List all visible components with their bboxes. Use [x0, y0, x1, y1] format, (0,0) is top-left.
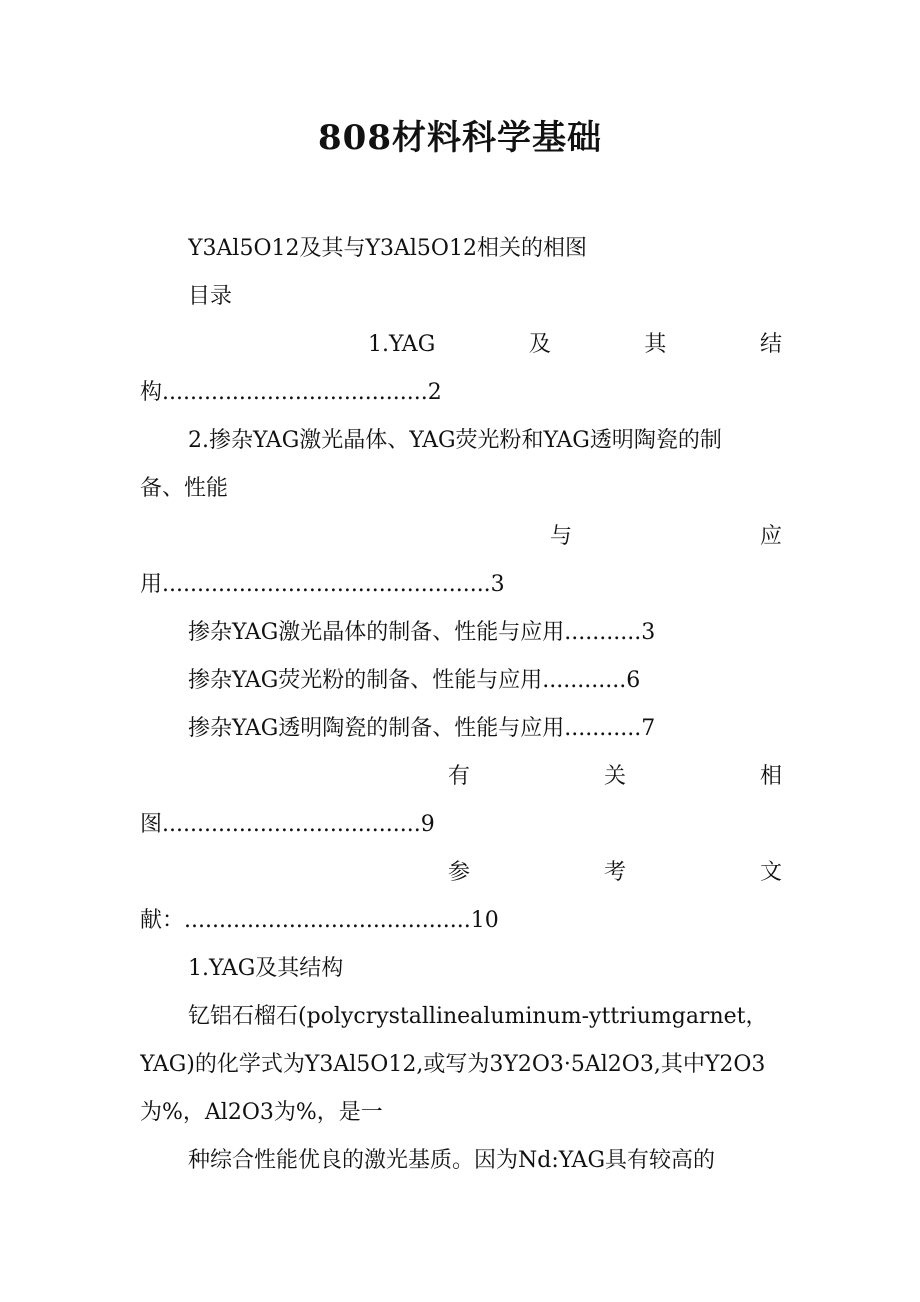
toc-word: 与: [550, 524, 573, 549]
toc-word: 及: [528, 332, 551, 357]
toc-item-2-line2: 备、性能: [140, 476, 229, 501]
toc-item-1-tail: 构......................................2: [140, 380, 442, 405]
toc-word: 考: [603, 860, 626, 885]
paragraph-1-line-1: 钇铝石榴石(polycrystallinealuminum-yttriumgarnet，: [188, 1004, 768, 1029]
toc-item-3-tail: 图.....................................9: [140, 812, 435, 837]
paragraph-1-line-3: 为%，Al2O3为%，是一: [140, 1100, 383, 1125]
toc-heading: 目录: [188, 284, 233, 309]
document-subtitle: Y3Al5O12及其与Y3Al5O12相关的相图: [188, 236, 587, 261]
toc-item-1-words: [368, 330, 782, 360]
toc-word: 参: [448, 860, 471, 885]
toc-word: 应: [759, 524, 782, 549]
toc-sub-1: 掺杂YAG激光晶体的制备、性能与应用...........3: [188, 620, 656, 645]
toc-word: 相: [759, 764, 782, 789]
toc-item-2-line1: 2.掺杂YAG激光晶体、YAG荧光粉和YAG透明陶瓷的制: [188, 428, 722, 453]
toc-item-4-words: [448, 858, 782, 888]
toc-word: 1.YAG: [368, 332, 436, 357]
toc-sub-2: 掺杂YAG荧光粉的制备、性能与应用............6: [188, 668, 641, 693]
section-heading: 1.YAG及其结构: [188, 956, 344, 981]
toc-item-2-words: [550, 522, 782, 552]
paragraph-1-line-2: YAG)的化学式为Y3Al5O12,或写为3Y2O3·5Al2O3,其中Y2O3: [140, 1052, 766, 1077]
document-title: 808材料科学基础: [318, 118, 602, 158]
toc-word: 文: [759, 860, 782, 885]
toc-word: 结: [759, 332, 782, 357]
toc-item-3-words: [448, 762, 782, 792]
paragraph-2-line-1: 种综合性能优良的激光基质。因为Nd:YAG具有较高的: [188, 1148, 716, 1173]
toc-item-4-tail: 献：.........................................10: [140, 908, 499, 933]
toc-word: 关: [603, 764, 626, 789]
toc-word: 其: [644, 332, 667, 357]
toc-sub-3: 掺杂YAG透明陶瓷的制备、性能与应用...........7: [188, 716, 656, 741]
toc-word: 有: [448, 764, 471, 789]
toc-item-2-tail: 用...............................................3: [140, 572, 505, 597]
